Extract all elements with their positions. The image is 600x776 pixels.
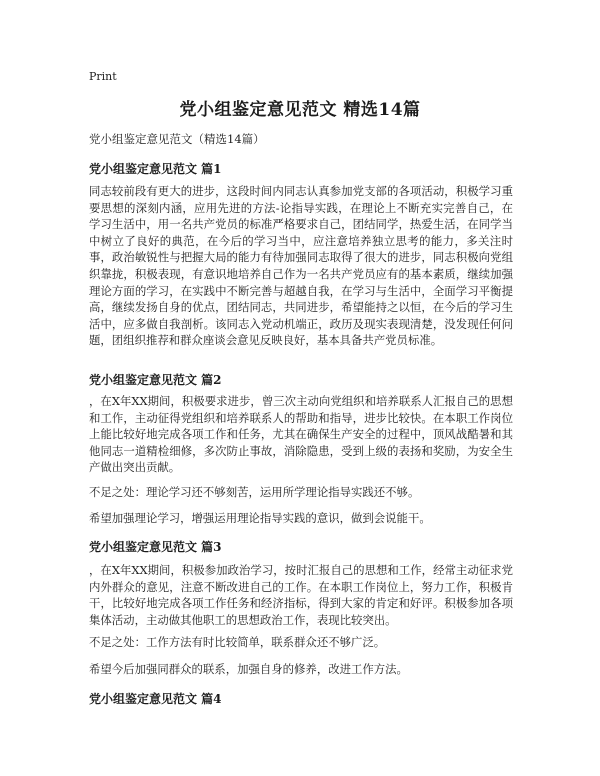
- document-title: 党小组鉴定意见范文 精选14篇: [179, 100, 421, 120]
- section-paragraph: 希望加强理论学习，增强运用理论指导实践的意识，做到会说能干。: [89, 511, 431, 525]
- document-subtitle: 党小组鉴定意见范文（精选14篇）: [89, 132, 265, 146]
- section-paragraph: 希望今后加强同群众的联系，加强自身的修养，改进工作方法。: [89, 662, 408, 676]
- section-heading: 党小组鉴定意见范文 篇4: [89, 692, 222, 706]
- section-paragraph: 不足之处：工作方法有时比较简单，联系群众还不够广泛。: [89, 635, 386, 649]
- section-paragraph: ，在X年XX期间，积极参加政治学习，按时汇报自己的思想和工作，经常主动征求党内外群众的意见，注意不断改进自己的工作。在本职工作岗位上，努力工作，积极肯干，比较好地完成各项工作任务和经济指标，得到大家的肯定和好评。积极参加各项集体活动，主动做其他职工的思想政治工作，表现比较突出。: [89, 563, 513, 627]
- section-paragraph: 同志较前段有更大的进步，这段时间内同志认真参加党支部的各项活动，积极学习重要思想的深刻内涵，应用先进的方法-论指导实践，在理论上不断充实完善自己，在学习生活中，用一名共产党员的标准严格要求自己，团结同学，热爱生活，在同学当中树立了良好的典范，在今后的学习当中，应注意培养独立思考的能力，多关注时事，政治敏锐性与把握大局的能力有待加强同志取得了很大的进步，同志积极向党组织靠拢，积极表现，有意识地培养自己作为一名共产党员应有的基本素质，继续加强理论方面的学习，在实践中不断完善与超越自我，在学习与生活中，全面学习平衡提高，继续发扬自身的优点，团结同志，共同进步，希望能持之以恒，在今后的学习生活中，应多做自我剖析。该同志入党动机端正，政历及现实表现清楚，没发现任何问题，团组织推荐和群众座谈会意见反映良好，基本具备共产党员标准。: [89, 184, 513, 348]
- section-heading: 党小组鉴定意见范文 篇2: [89, 373, 222, 387]
- section-paragraph: 不足之处：理论学习还不够刻苦，运用所学理论指导实践还不够。: [89, 485, 420, 499]
- section-paragraph: ，在X年XX期间，积极要求进步，曾三次主动向党组织和培养联系人汇报自己的思想和工作，主动征得党组织和培养联系人的帮助和指导，进步比较快。在本职工作岗位上能比较好地完成各项工作和任务，尤其在确保生产安全的过程中，顶风战酷暑和其他同志一道精检细修，多次防止事故，消除隐患，受到上级的表扬和奖励，为安全生产做出突出贡献。: [89, 394, 513, 475]
- print-label[interactable]: Print: [89, 70, 117, 83]
- section-heading: 党小组鉴定意见范文 篇3: [89, 540, 222, 554]
- section-heading: 党小组鉴定意见范文 篇1: [89, 162, 222, 176]
